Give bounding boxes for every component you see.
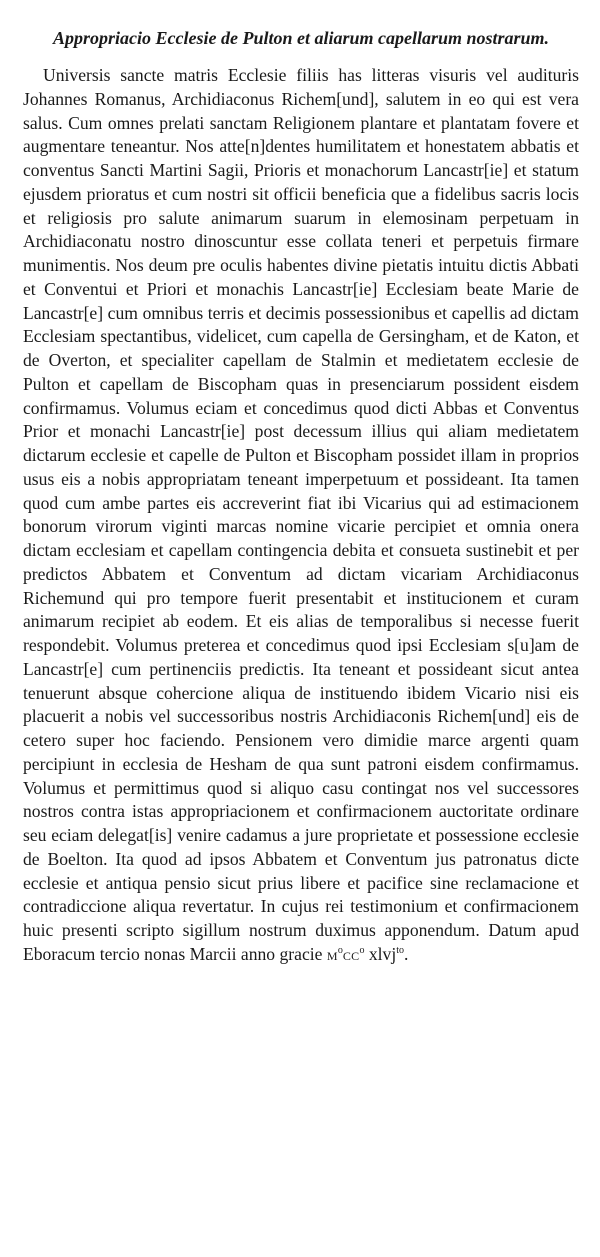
- year-end: .: [404, 943, 409, 964]
- document-page: [23, 26, 579, 969]
- year-cc: CC: [342, 948, 360, 963]
- year-sup-to: to: [396, 944, 405, 956]
- body-text: Universis sancte matris Ecclesie filiis has litteras visuris vel audituris Johannes Romanus, Archidiaconus Richem[und], salutem in eo qui est vera salus. Cum omnes prelati sanctam Religionem plantare et plantatam fovere et augmentare teneantur. Nos atte[n]dentes humilitatem et honestatem abbatis et conventus Sancti Martini Sagii, Prioris et monachorum Lancastr[ie] et statum ejusdem prioratus et cum nostri sit officii beneficia que a fidelibus sacris locis et religiosis pro salute animarum suarum in elemosinam perpetuam in Archidiaconatu nostro dinoscuntur esse collata teneri et perpetuis firmare munimentis. Nos deum pre oculis habentes divine pietatis intuitu dictis Abbati et Conventui et Priori et monachis Lancastr[ie] Ecclesiam beate Marie de Lancastr[e] cum omnibus terris et decimis possessionibus et capellis ad dictam Ecclesiam spectantibus, videlicet, cum capella de Gersingham, et de Katon, et de Overton, et specialiter capellam de Stalmin et medietatem ecclesie de Pulton et capellam de Biscopham quas in presenciarum possident eisdem confirmamus. Volumus eciam et concedimus quod dicti Abbas et Conventus Prior et monachi Lancastr[ie] post decessum illius qui aliam medietatem dictarum ecclesie et capelle de Pulton et Biscopham possidet illam in proprios usus eis a nobis appropriatam teneant imperpetuum et possideant. Ita tamen quod cum ambe partes eis accreverint fiat ibi Vicarius qui ad estimacionem bonorum virorum viginti marcas nomine vicarie percipiet et omnia onera dictam ecclesiam et capellam contingencia debita et consueta sustinebit et per predictos Abbatem et Conventum ad dictam vicariam Archidiaconus Richemund qui pro tempore fuerit presentabit et institucionem et curam animarum recipiet ab eodem. Et eis alias de temporalibus si necesse fuerit respondebit. Volumus preterea et concedimus quod ipsi Ecclesiam s[u]am de Lancastr[e] cum pertinenciis predictis. Ita teneant et possideant sicut antea tenuerunt absque cohercione aliqua de instituendo ibidem Vicario nisi eis placuerit a nobis vel successoribus nostris Archidiaconis Richem[und] eis de cetero super hoc faciendo. Pensionem vero dimidie marce argenti quam percipiunt in ecclesia de Hesham de qua sunt patroni eisdem confirmamus. Volumus et permittimus quod si aliquo casu contingat nos vel successores nostros contra istas appropriacionem et confirmacionem auctoritate ordinare seu eciam delegat[is] venire cadamus a jure proprietate et possessione ecclesie de Boelton. Ita quod ad ipsos Abbatem et Conventum jus patronatus dicte ecclesie et antiqua pensio sicut prius libere et pacifice sine reclamacione et contradiccione aliqua revertatur. In cujus rei testimonium et confirmacionem huic presenti scripto sigillum nostrum duximus apponendum. Datum apud Eboracum tercio nonas Marcii anno gracie: [23, 65, 579, 964]
- year-xlvj: xlvj: [364, 943, 397, 964]
- document-title: Appropriacio Ecclesie de Pulton et aliarum capellarum nostrarum.: [52, 28, 550, 48]
- year-m: M: [326, 948, 338, 963]
- document-body: [23, 64, 579, 969]
- year-sup-o1: o: [337, 944, 343, 956]
- year-sup-o2: o: [359, 944, 365, 956]
